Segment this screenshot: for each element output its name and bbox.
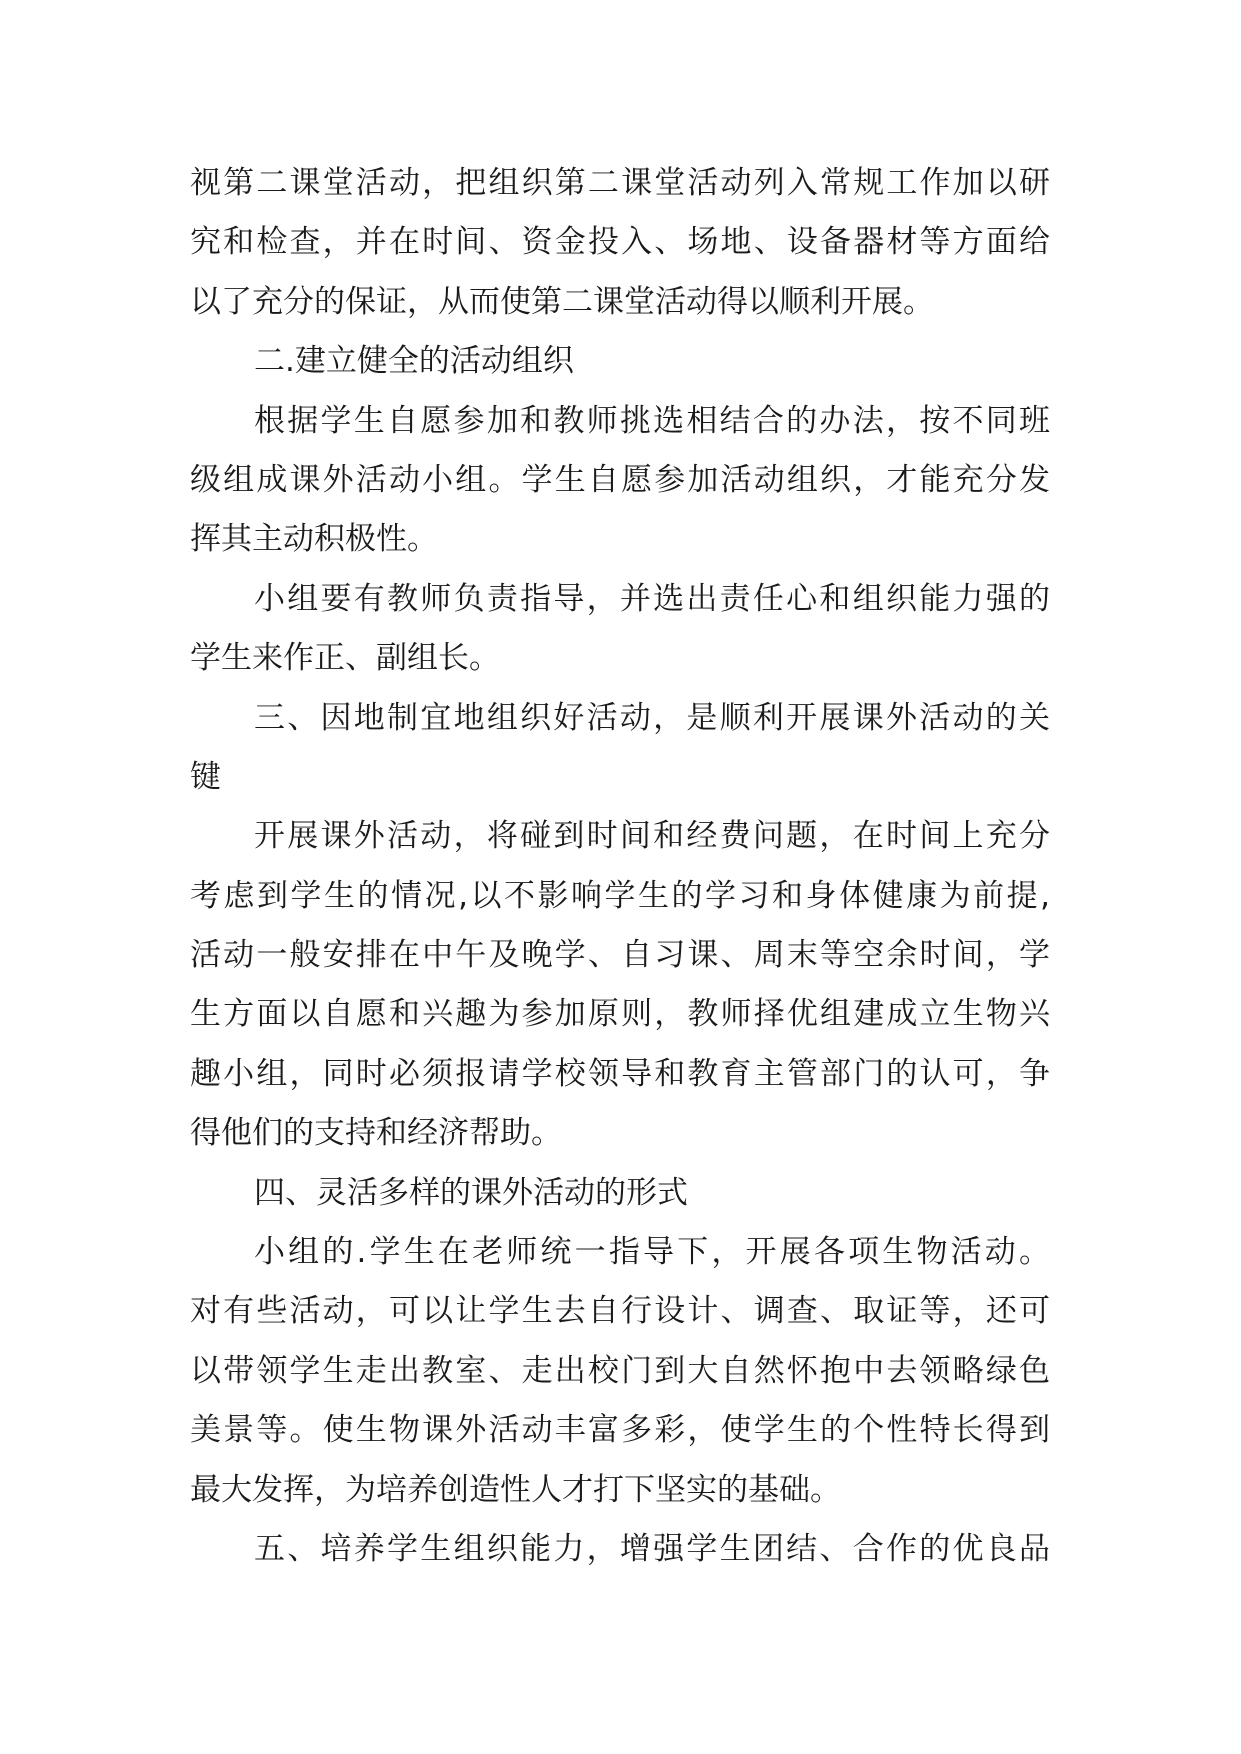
text-line: 四、灵活多样的课外活动的形式: [254, 1174, 688, 1211]
text-line: 学生来作正、副组长。: [190, 640, 500, 677]
body-text: [190, 154, 1050, 1579]
text-line: 活动一般安排在中午及晚学、自习课、周末等空余时间，学: [190, 937, 1050, 974]
text-line: 美景等。使生物课外活动丰富多彩，使学生的个性特长得到: [190, 1412, 1050, 1449]
text-line: 键: [190, 758, 221, 795]
text-line: 根据学生自愿参加和教师挑选相结合的办法，按不同班: [254, 402, 1050, 439]
text-line: 以了充分的保证，从而使第二课堂活动得以顺利开展。: [190, 283, 934, 320]
text-line: 以带领学生走出教室、走出校门到大自然怀抱中去领略绿色: [190, 1352, 1050, 1389]
text-line: 考虑到学生的情况,以不影响学生的学习和身体健康为前提,: [190, 877, 1050, 914]
text-line: 得他们的支持和经济帮助。: [190, 1115, 562, 1152]
text-line: 最大发挥，为培养创造性人才打下坚实的基础。: [190, 1471, 841, 1508]
text-line: 挥其主动积极性。: [190, 521, 438, 558]
text-line: 究和检查，并在时间、资金投入、场地、设备器材等方面给: [190, 224, 1050, 261]
text-line: 生方面以自愿和兴趣为参加原则，教师择优组建成立生物兴: [190, 996, 1050, 1033]
text-line: 对有些活动，可以让学生去自行设计、调查、取证等，还可: [190, 1293, 1050, 1330]
text-line: 二.建立健全的活动组织: [254, 343, 574, 380]
text-line: 三、因地制宜地组织好活动，是顺利开展课外活动的关: [254, 699, 1050, 736]
text-line: 视第二课堂活动，把组织第二课堂活动列入常规工作加以研: [190, 165, 1050, 201]
text-line: 趣小组，同时必须报请学校领导和教育主管部门的认可，争: [190, 1055, 1050, 1092]
text-line: 小组的.学生在老师统一指导下，开展各项生物活动。: [254, 1234, 1050, 1271]
text-line: 开展课外活动，将碰到时间和经费问题，在时间上充分: [254, 818, 1050, 855]
text-line: 五、培养学生组织能力，增强学生团结、合作的优良品: [254, 1530, 1050, 1567]
text-line: 级组成课外活动小组。学生自愿参加活动组织，才能充分发: [190, 461, 1050, 498]
text-line: 小组要有教师负责指导，并选出责任心和组织能力强的: [254, 580, 1050, 617]
